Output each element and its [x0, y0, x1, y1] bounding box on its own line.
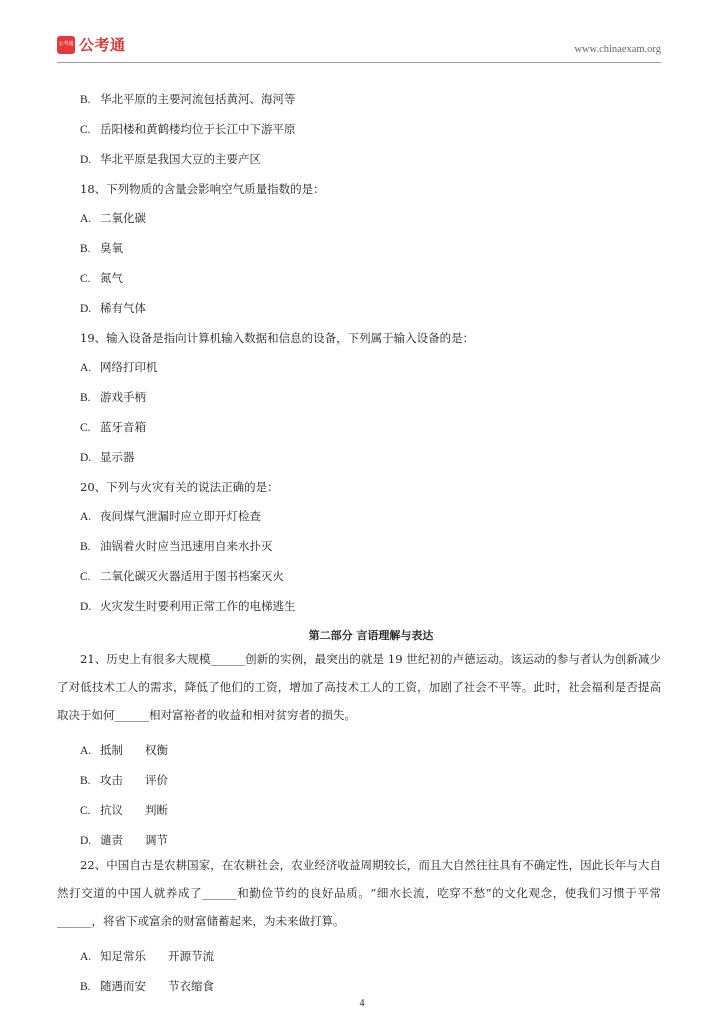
- option-word-2: 调节: [145, 833, 168, 847]
- answer-option: [80, 832, 662, 849]
- option-label: C.: [80, 571, 91, 583]
- option-text: 二氧化碳灭火器适用于图书档案灭火: [100, 569, 284, 583]
- answer-option: [80, 742, 662, 759]
- option-text: 稀有气体: [100, 301, 146, 315]
- option-text: 臭氧: [100, 241, 123, 255]
- option-label: C.: [80, 805, 91, 817]
- option-text: 游戏手柄: [100, 390, 146, 404]
- option-word-1: 攻击: [100, 773, 123, 787]
- question-stem: 18、下列物质的含量会影响空气质量指数的是：: [80, 182, 325, 196]
- header-divider: [57, 62, 661, 63]
- logo-text: 公考通: [79, 36, 126, 54]
- answer-option: [80, 978, 662, 995]
- answer-option: [80, 121, 662, 138]
- question-stem: 20、下列与火灾有关的说法正确的是：: [80, 480, 279, 494]
- option-word-1: 随遇而安: [100, 979, 146, 993]
- option-label: A.: [80, 362, 92, 374]
- answer-option: [80, 151, 662, 168]
- option-text: 油锅着火时应当迅速用自来水扑灭: [100, 539, 273, 553]
- option-label: B.: [80, 243, 91, 255]
- question-stem: 19、输入设备是指向计算机输入数据和信息的设备，下列属于输入设备的是：: [80, 331, 475, 345]
- option-text: 氮气: [100, 271, 123, 285]
- answer-option: [80, 538, 662, 555]
- option-label: D.: [80, 154, 92, 166]
- section-heading: 第二部分 言语理解与表达: [308, 629, 434, 642]
- option-text: 岳阳楼和黄鹤楼均位于长江中下游平原: [100, 122, 296, 136]
- option-label: D.: [80, 303, 92, 315]
- answer-option: [80, 210, 662, 227]
- option-word-1: 抵制: [100, 743, 123, 757]
- page-number: 4: [359, 998, 365, 1009]
- document-body: [57, 78, 662, 995]
- answer-option: [80, 389, 662, 406]
- option-word-2: 评价: [145, 773, 168, 787]
- option-text: 二氧化碳: [100, 211, 146, 225]
- option-label: B.: [80, 775, 91, 787]
- option-label: A.: [80, 511, 92, 523]
- answer-option: [80, 508, 662, 525]
- option-label: A.: [80, 213, 92, 225]
- option-label: A.: [80, 745, 92, 757]
- option-label: B.: [80, 981, 91, 993]
- option-label: D.: [80, 601, 92, 613]
- question-paragraph: 22、中国自古是农耕国家，在农耕社会，农业经济收益周期较长，而且大自然往往具有不确定性，因此长年与大自然打交道的中国人就养成了______和勤俭节约的良好品质。“细水长流，吃穿不愁”的文化观念，使我们习惯于平常______，将省下或富余的财富储蓄起来，为未来做打算。: [57, 858, 661, 928]
- answer-option: [80, 802, 662, 819]
- option-text: 华北平原的主要河流包括黄河、海河等: [100, 92, 296, 106]
- answer-option: [80, 91, 662, 108]
- option-label: D.: [80, 452, 92, 464]
- option-text: 蓝牙音箱: [100, 420, 146, 434]
- brand-logo[interactable]: [57, 34, 126, 55]
- option-word-1: 谴责: [100, 833, 123, 847]
- option-label: C.: [80, 124, 91, 136]
- option-label: B.: [80, 541, 91, 553]
- option-text: 夜间煤气泄漏时应立即开灯检查: [100, 509, 261, 523]
- option-word-1: 知足常乐: [100, 949, 146, 963]
- option-label: A.: [80, 951, 92, 963]
- answer-option: [80, 240, 662, 257]
- option-word-2: 判断: [145, 803, 168, 817]
- option-label: D.: [80, 835, 92, 847]
- site-url[interactable]: www.chinaexam.org: [574, 44, 661, 55]
- option-text: 华北平原是我国大豆的主要产区: [100, 152, 261, 166]
- option-word-1: 抗议: [100, 803, 123, 817]
- option-word-2: 权衡: [145, 743, 168, 757]
- option-label: B.: [80, 392, 91, 404]
- answer-option: [80, 419, 662, 436]
- option-word-2: 开源节流: [168, 949, 214, 963]
- option-label: C.: [80, 422, 91, 434]
- answer-option: [80, 948, 662, 965]
- option-text: 网络打印机: [100, 360, 158, 374]
- answer-option: [80, 270, 662, 287]
- option-label: B.: [80, 94, 91, 106]
- answer-option: [80, 568, 662, 585]
- answer-option: [80, 772, 662, 789]
- answer-option: [80, 598, 662, 615]
- page-header: [57, 34, 661, 62]
- option-word-2: 节衣缩食: [168, 979, 214, 993]
- answer-option: [80, 449, 662, 466]
- option-text: 火灾发生时要利用正常工作的电梯逃生: [100, 599, 296, 613]
- option-text: 显示器: [100, 450, 135, 464]
- question-paragraph: 21、历史上有很多大规模______创新的实例，最突出的就是 19 世纪初的卢德运动。该运动的参与者认为创新减少了对低技术工人的需求，降低了他们的工资，增加了高技术工人的工资，加剧了社会不平等。此时，社会福利是否提高取决于如何______相对富裕者的收益和相对贫穷者的损失。: [57, 652, 661, 722]
- option-label: C.: [80, 273, 91, 285]
- answer-option: [80, 300, 662, 317]
- answer-option: [80, 359, 662, 376]
- logo-badge-icon: 公考通: [57, 36, 75, 54]
